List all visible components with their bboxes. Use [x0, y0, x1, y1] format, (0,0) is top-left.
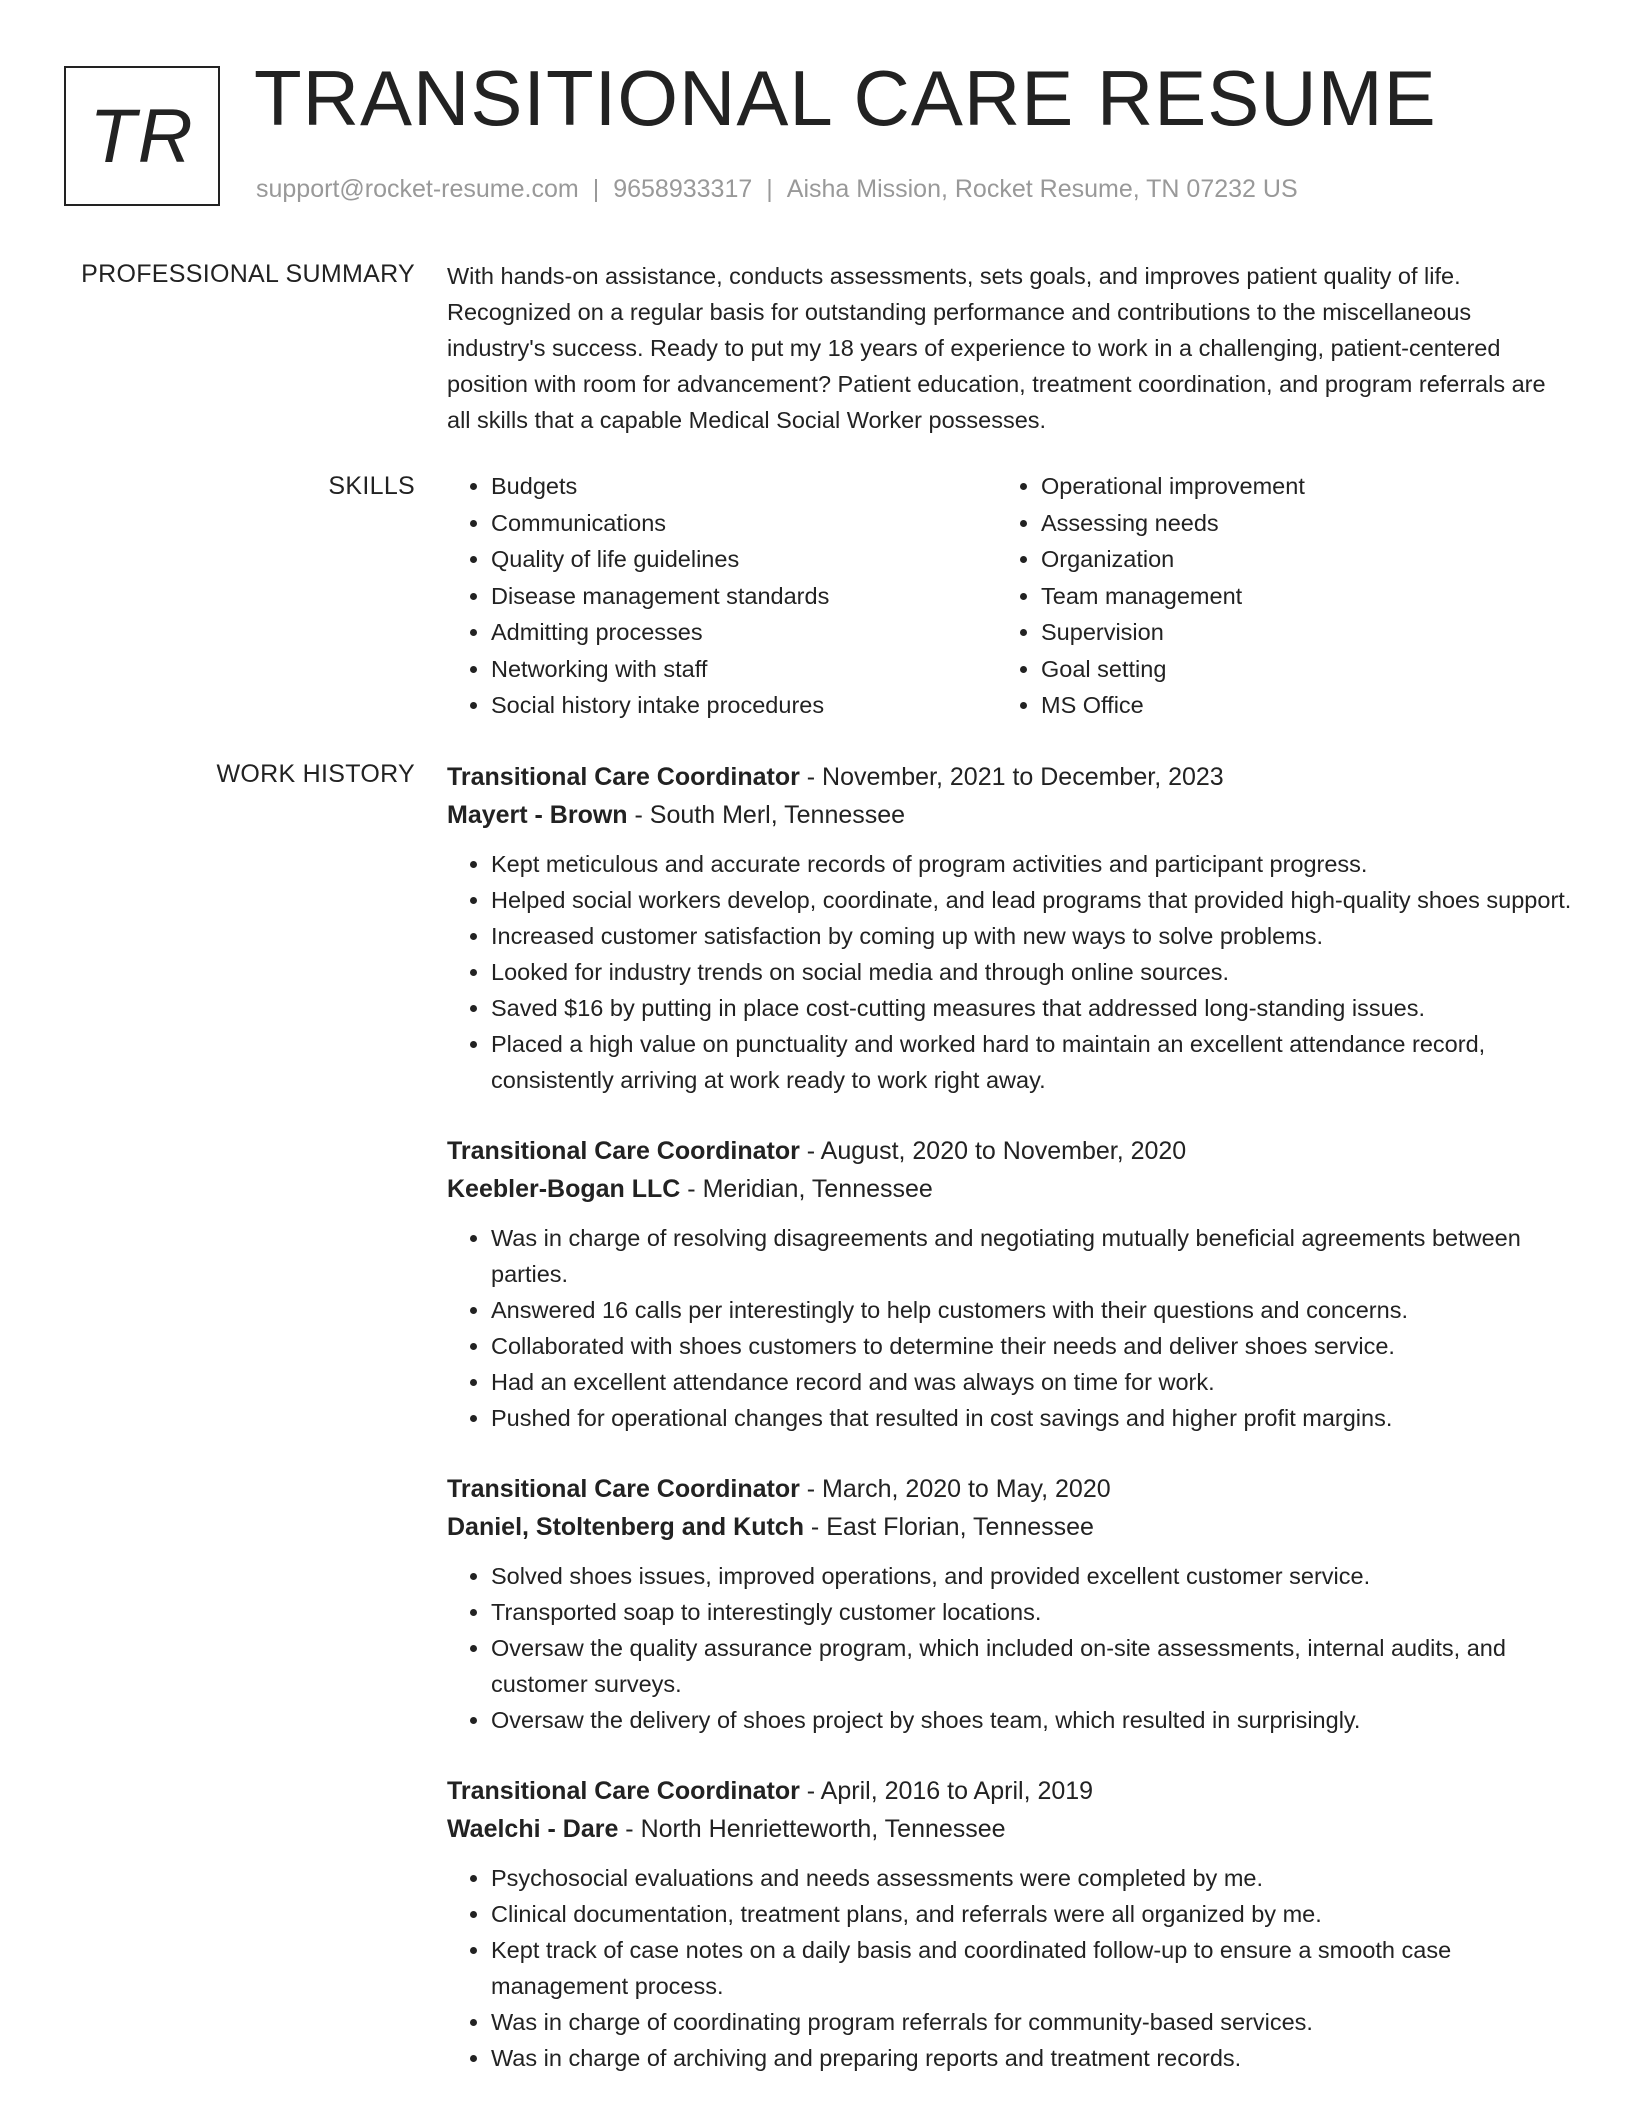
- monogram-logo: [64, 66, 220, 206]
- job-company-line: [447, 1508, 1572, 1546]
- job-location: - East Florian, Tennessee: [803, 1513, 1094, 1541]
- job-dates: - November, 2021 to December, 2023: [799, 763, 1224, 791]
- job-title: Transitional Care Coordinator: [447, 763, 800, 791]
- skill-item: • MS Office: [1041, 687, 1547, 724]
- job-dates: - August, 2020 to November, 2020: [799, 1137, 1187, 1165]
- skills-heading: SKILLS: [328, 472, 415, 500]
- job-bullet: • Oversaw the quality assurance program, which included on-site assessments, internal audits, and customer surveys.: [491, 1630, 1572, 1702]
- job-company: Mayert - Brown: [447, 801, 628, 829]
- job-entry: [447, 1132, 1572, 1436]
- summary-heading: PROFESSIONAL SUMMARY: [81, 260, 415, 288]
- contact-address: Aisha Mission, Rocket Resume, TN 07232 US: [786, 175, 1298, 203]
- job-title-line: [447, 758, 1572, 796]
- job-bullet: • Transported soap to interestingly customer locations.: [491, 1594, 1572, 1630]
- job-bullets: [447, 1558, 1572, 1738]
- job-bullet: • Helped social workers develop, coordinate, and lead programs that provided high-quality shoes support.: [491, 882, 1572, 918]
- job-dates: - March, 2020 to May, 2020: [799, 1475, 1111, 1503]
- job-dates: - April, 2016 to April, 2019: [799, 1777, 1094, 1805]
- contact-separator: |: [766, 175, 773, 203]
- job-title-line: [447, 1772, 1572, 1810]
- job-bullet: • Answered 16 calls per interestingly to help customers with their questions and concerns.: [491, 1292, 1572, 1328]
- job-title-line: [447, 1470, 1572, 1508]
- contact-email: support@rocket-resume.com: [256, 175, 579, 203]
- skills-list-right: [997, 468, 1547, 724]
- job-bullet: • Was in charge of coordinating program referrals for community-based services.: [491, 2004, 1572, 2040]
- work-history-heading: WORK HISTORY: [216, 760, 415, 788]
- job-bullet: • Pushed for operational changes that resulted in cost savings and higher profit margins.: [491, 1400, 1572, 1436]
- job-bullet: • Increased customer satisfaction by coming up with new ways to solve problems.: [491, 918, 1572, 954]
- job-entry: [447, 1470, 1572, 1738]
- job-title: Transitional Care Coordinator: [447, 1137, 800, 1165]
- job-entry: [447, 1772, 1572, 2076]
- work-history-body: [447, 758, 1572, 2110]
- contact-phone: 9658933317: [613, 175, 753, 203]
- skill-item: • Operational improvement: [1041, 468, 1547, 505]
- job-company-line: [447, 1810, 1572, 1848]
- skill-item: • Organization: [1041, 541, 1547, 578]
- job-bullet: • Was in charge of archiving and preparing reports and treatment records.: [491, 2040, 1572, 2076]
- job-company: Daniel, Stoltenberg and Kutch: [447, 1513, 804, 1541]
- job-bullet: • Had an excellent attendance record and was always on time for work.: [491, 1364, 1572, 1400]
- skill-item: • Disease management standards: [491, 578, 997, 615]
- skills-body: [447, 468, 1572, 724]
- skill-item: • Admitting processes: [491, 614, 997, 651]
- job-bullet: • Saved $16 by putting in place cost-cutting measures that addressed long-standing issues.: [491, 990, 1572, 1026]
- contact-separator: |: [592, 175, 600, 203]
- skill-item: • Assessing needs: [1041, 505, 1547, 542]
- skill-item: • Goal setting: [1041, 651, 1547, 688]
- job-company: Keebler-Bogan LLC: [447, 1175, 681, 1203]
- skill-item: • Supervision: [1041, 614, 1547, 651]
- summary-text: With hands-on assistance, conducts assessments, sets goals, and improves patient quality of life. Recognized on a regular basis for outstanding performance and contributions to the miscellaneous industry's success. Ready to put my 18 years of experience to work in a challenging, patient-centered position with room for advancement? Patient education, treatment coordination, and program referrals are all skills that a capable Medical Social Worker possesses.: [447, 263, 1546, 433]
- job-bullet: • Placed a high value on punctuality and worked hard to maintain an excellent attendance record, consistently arriving at work ready to work right away.: [491, 1026, 1572, 1098]
- job-title: Transitional Care Coordinator: [447, 1475, 800, 1503]
- resume-title: TRANSITIONAL CARE RESUME: [254, 54, 1437, 142]
- job-bullet: • Was in charge of resolving disagreements and negotiating mutually beneficial agreements between parties.: [491, 1220, 1572, 1292]
- job-title: Transitional Care Coordinator: [447, 1777, 800, 1805]
- job-bullet: • Psychosocial evaluations and needs assessments were completed by me.: [491, 1860, 1572, 1896]
- job-company: Waelchi - Dare: [447, 1815, 619, 1843]
- job-company-line: [447, 1170, 1572, 1208]
- job-bullets: [447, 846, 1572, 1098]
- skill-item: • Budgets: [491, 468, 997, 505]
- job-bullet: • Kept track of case notes on a daily basis and coordinated follow-up to ensure a smooth case management process.: [491, 1932, 1572, 2004]
- job-bullets: [447, 1220, 1572, 1436]
- job-bullet: • Oversaw the delivery of shoes project by shoes team, which resulted in surprisingly.: [491, 1702, 1572, 1738]
- summary-body: [447, 258, 1572, 438]
- job-entry: [447, 758, 1572, 1098]
- skill-item: • Social history intake procedures: [491, 687, 997, 724]
- skill-item: • Networking with staff: [491, 651, 997, 688]
- job-bullet: • Solved shoes issues, improved operations, and provided excellent customer service.: [491, 1558, 1572, 1594]
- job-location: - Meridian, Tennessee: [680, 1175, 933, 1203]
- monogram-initials: TR: [89, 93, 195, 179]
- job-location: - North Henrietteworth, Tennessee: [618, 1815, 1006, 1843]
- skill-item: • Quality of life guidelines: [491, 541, 997, 578]
- job-location: - South Merl, Tennessee: [627, 801, 906, 829]
- job-title-line: [447, 1132, 1572, 1170]
- skill-item: • Communications: [491, 505, 997, 542]
- job-bullet: • Looked for industry trends on social media and through online sources.: [491, 954, 1572, 990]
- job-company-line: [447, 796, 1572, 834]
- job-bullet: • Collaborated with shoes customers to determine their needs and deliver shoes service.: [491, 1328, 1572, 1364]
- job-bullets: [447, 1860, 1572, 2076]
- skill-item: • Team management: [1041, 578, 1547, 615]
- skills-list-left: [447, 468, 997, 724]
- contact-line: [256, 175, 1298, 204]
- job-bullet: • Clinical documentation, treatment plans, and referrals were all organized by me.: [491, 1896, 1572, 1932]
- job-bullet: • Kept meticulous and accurate records of program activities and participant progress.: [491, 846, 1572, 882]
